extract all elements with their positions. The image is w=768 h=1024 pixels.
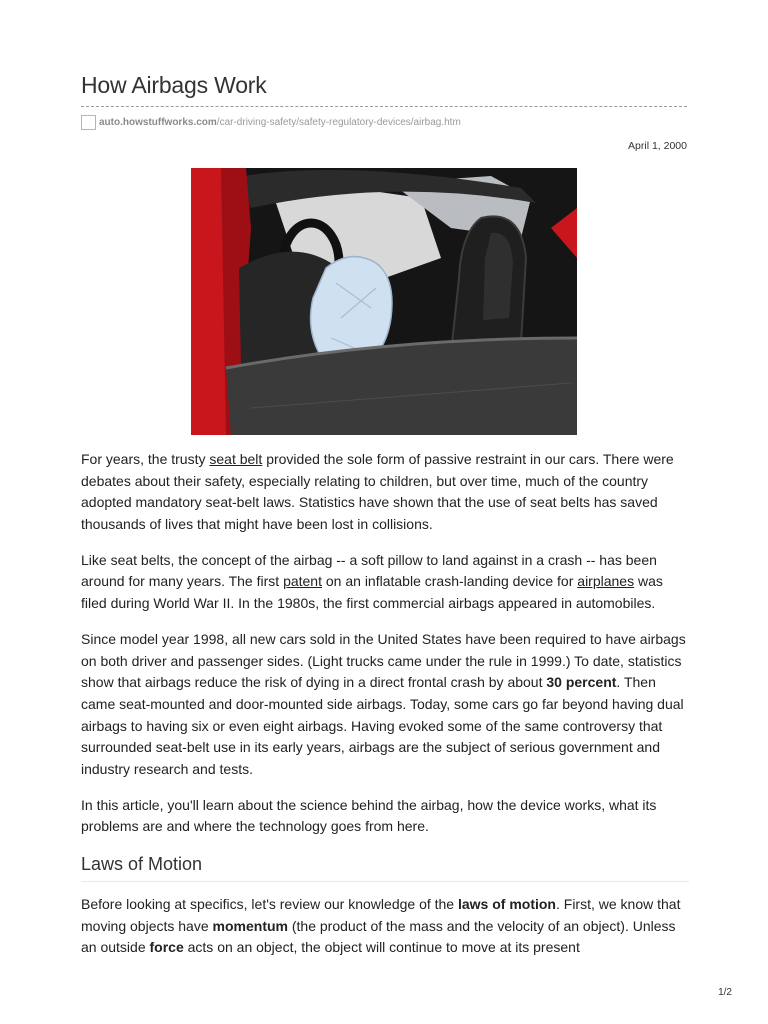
publication-date: April 1, 2000 [628,140,687,152]
article-body [81,449,689,973]
section-heading-laws-of-motion: Laws of Motion [81,853,689,883]
paragraph-5-text-b: . First, we know that moving objects have [81,896,681,934]
paragraph-3-text-b: . Then came seat-mounted and door-mounted side airbags. Today, some cars go far beyond having dual airbags to having six or even eight airbags. Having evoked some of the same controversy that surrounded seat-belt use in its early years, airbags are the subject of serious government and industry research and tests. [81,674,684,777]
airplanes-link[interactable]: airplanes [577,573,635,590]
car-airbag-illustration [191,168,577,435]
paragraph-2-text-a: Like seat belts, the concept of the airbag -- a soft pillow to land against in a crash -- has been around for many years. The first [81,551,657,590]
laws-of-motion-emphasis: laws of motion [457,896,556,913]
paragraph-5-text-c: (the product of the mass and the velocity of an object). Unless an outside [81,917,676,956]
momentum-emphasis: momentum [212,917,288,934]
source-link[interactable] [81,113,461,131]
patent-link[interactable]: patent [283,573,322,590]
paragraph-1-text-b: provided the sole form of passive restraint in our cars. There were debates about their safety, especially relating to children, but over time, much of the country adopted mandatory seat-belt laws. Statistics have shown that the use of seat belts has saved thousands of lives that might have been lost in collisions. [81,451,674,532]
page-number: 1/2 [718,987,732,998]
paragraph-4: In this article, you'll learn about the science behind the airbag, how the device works, what its problems are and where the technology goes from here. [81,796,657,835]
page-title: How Airbags Work [81,72,267,98]
paragraph-3-text-a: Since model year 1998, all new cars sold in the United States have been required to have airbags on both driver and passenger sides. (Light trucks came under the rule in 1999.) To date, statistics show that airbags reduce the risk of dying in a direct frontal crash by about [81,631,686,691]
seat-belt-link[interactable]: seat belt [209,451,263,467]
paragraph-5-text-d: acts on an object, the object will continue to move at its present [183,939,580,956]
source-domain[interactable]: auto.howstuffworks.com [99,116,217,128]
favicon-icon [81,115,96,130]
paragraph-2-text-c: was filed during World War II. In the 1980s, the first commercial airbags appeared in automobiles. [81,573,663,612]
paragraph-2 [81,550,689,615]
paragraph-2-text-b: on an inflatable crash-landing device for [322,573,578,590]
paragraph-5-text-a: Before looking at specifics, let's review our knowledge of the [81,896,458,913]
paragraph-1-text-a: For years, the trusty [81,451,210,467]
thirty-percent-emphasis: 30 percent [546,674,617,691]
paragraph-5 [81,894,689,959]
hero-image-car-airbag [191,168,577,435]
paragraph-1 [81,449,689,535]
source-path[interactable]: /car-driving-safety/safety-regulatory-devices/airbag.htm [216,116,461,128]
paragraph-3 [81,629,689,780]
force-emphasis: force [149,939,184,956]
title-divider [81,106,687,107]
